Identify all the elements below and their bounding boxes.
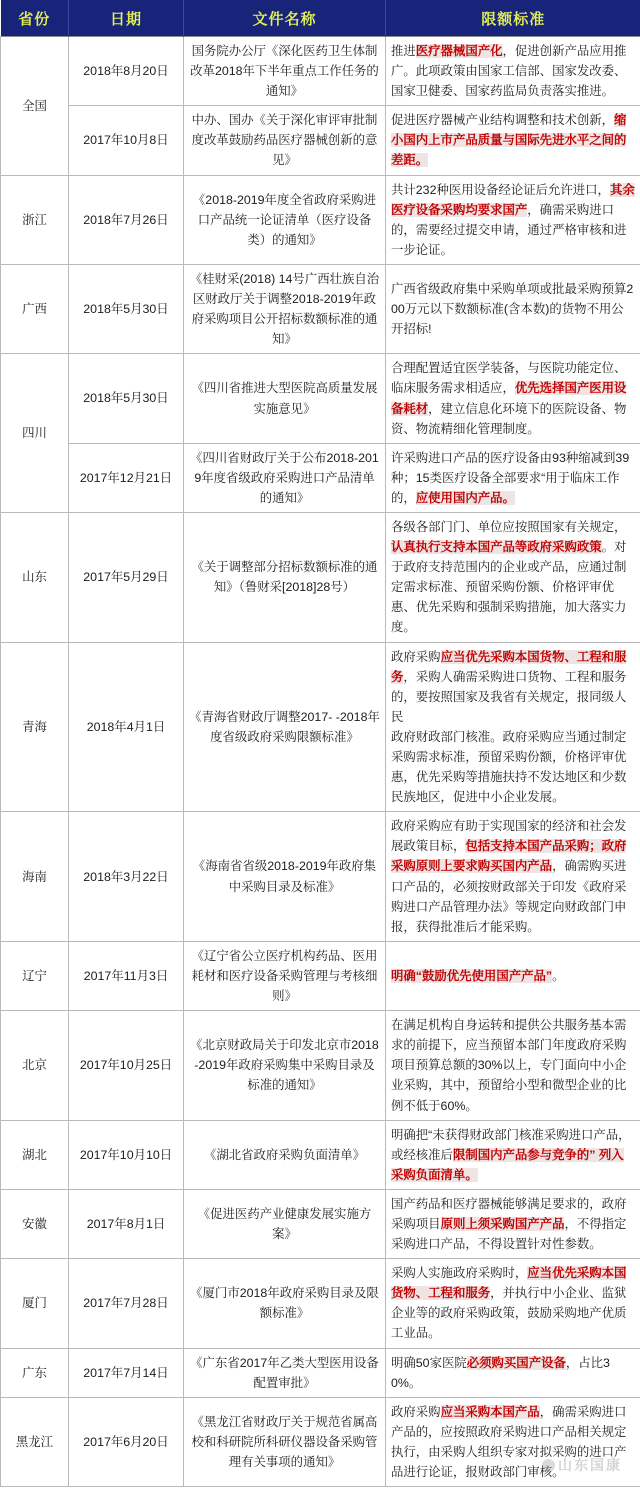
cell-document-name: 《厦门市2018年政府采购目录及限额标准》 — [184, 1259, 386, 1348]
highlighted-text: 缩小国内上市产品质量与国际先进水平之间的差距。 — [391, 113, 627, 168]
highlighted-text: 优先选择国产医用设备耗材 — [391, 381, 627, 416]
cell-province: 安徽 — [1, 1189, 69, 1258]
standard-text: 明确把“未获得财政部门核准采购进口产品， — [391, 1127, 631, 1142]
cell-document-name: 《广东省2017年乙类大型医用设备配置审批》 — [184, 1348, 386, 1397]
cell-document-name: 《海南省省级2018-2019年政府集中采购目录及标准》 — [184, 812, 386, 942]
table-row — [1, 812, 640, 942]
highlighted-text: 其余医疗设备采购均要求国产 — [391, 182, 635, 217]
highlighted-text: 必须购买国产设备 — [466, 1355, 566, 1370]
table-row — [1, 175, 640, 264]
cell-date: 2017年10月25日 — [69, 1011, 184, 1120]
table-row — [1, 264, 640, 353]
standard-text: 推进 — [391, 44, 416, 58]
standard-text: 工业品。 — [391, 1326, 441, 1341]
cell-province: 全国 — [1, 37, 69, 176]
standard-text: ，采购人确需采购进口货物、工程和服务的，要按照国家及我省有关规定，报同级人民 — [391, 669, 627, 724]
standard-text: 许采购进口产品的医疗设备由93种缩减到39种；15类医疗设备全部要求“用于临床工作的， — [391, 450, 630, 505]
cell-document-name: 《四川省推进大型医院高质量发展实施意见》 — [184, 354, 386, 443]
standard-text: ，确需购买进口产品的，必须按财政部关于印发《政府采购进口产品管理办法》等规定向财政部门申报，获得批准后才能采购。 — [391, 859, 627, 934]
cell-document-name: 《黑龙江省财政厅关于规范省属高校和科研院所科研仪器设备采购管理有关事项的通知》 — [184, 1397, 386, 1486]
cell-standard — [386, 1120, 640, 1189]
standard-text: ，建立信息化环境下的医院设备、物资、物流精细化管理制度。 — [391, 401, 627, 436]
cell-standard — [386, 175, 640, 264]
standard-text: ，确需采购进口的，需要经过提交申请，通过严格审核和进一步论证。 — [391, 202, 627, 257]
cell-date: 2017年6月20日 — [69, 1397, 184, 1486]
table-row — [1, 1011, 640, 1120]
table-row — [1, 512, 640, 642]
highlighted-text: 应当优先采购本国货物、工程和服务 — [391, 1266, 627, 1301]
cell-document-name: 《青海省财政厅调整2017- -2018年度省级政府采购限额标准》 — [184, 642, 386, 812]
cell-document-name: 《桂财采(2018) 14号广西壮族自治区财政厅关于调整2018-2019年政府采购项目公开招标数额标准的通知》 — [184, 264, 386, 353]
standard-text: 政府采购应有助于实现国家的经济和社会发展政策目标， — [391, 819, 627, 854]
cell-standard — [386, 1348, 640, 1397]
cell-document-name: 《促进医药产业健康发展实施方案》 — [184, 1189, 386, 1258]
standard-text: 各级各部门门、单位应按照国家有关规定， — [391, 519, 627, 534]
cell-standard — [386, 106, 640, 175]
cell-date: 2018年3月22日 — [69, 812, 184, 942]
standard-text: 合理配置适宜医学装备，与医院功能定位、临床服务需求相适应， — [391, 361, 627, 396]
cell-document-name: 《辽宁省公立医疗机构药品、医用耗材和医疗设备采购管理与考核细则》 — [184, 941, 386, 1010]
cell-standard — [386, 354, 640, 443]
cell-date: 2018年5月30日 — [69, 354, 184, 443]
table-header-row — [1, 0, 640, 37]
standard-text: 或经核准后 — [391, 1147, 453, 1162]
highlighted-text: 应当优先采购本国货物、工程和服务 — [391, 649, 627, 684]
cell-document-name: 《四川省财政厅关于公布2018-2019年度省级政府采购进口产品清单的通知》 — [184, 443, 386, 512]
cell-province: 湖北 — [1, 1120, 69, 1189]
cell-province: 青海 — [1, 642, 69, 812]
table-row — [1, 1348, 640, 1397]
cell-province: 海南 — [1, 812, 69, 942]
standard-text: 政府采购 — [391, 1404, 441, 1419]
cell-standard — [386, 642, 640, 812]
cell-date: 2017年12月21日 — [69, 443, 184, 512]
highlighted-text: 包括支持本国产品采购；政府采购原则上要求购买国内产品 — [391, 839, 627, 874]
standard-text: 国产药品和医疗器械能够满足要求的，政府采购项目 — [391, 1196, 627, 1231]
standard-text: ，占比30%。 — [391, 1355, 610, 1390]
table-row — [1, 37, 640, 106]
column-header-document: 文件名称 — [184, 0, 386, 37]
highlighted-text: 应使用国内产品。 — [415, 490, 515, 505]
highlighted-text: 列入采购负面清单。 — [391, 1147, 624, 1182]
highlighted-text: 认真执行支持本国产品等政府采购政策 — [391, 540, 602, 555]
table-row — [1, 1259, 640, 1348]
standard-text: 政府财政部门核准。政府采购应当通过制定采购需求标准，预留采购份额，价格评审优惠，优先采购等措施扶持不发达地区和少数民族地区，促进中小企业发展。 — [391, 729, 627, 805]
cell-document-name: 中办、国办《关于深化审评审批制度改革鼓励药品医疗器械创新的意见》 — [184, 106, 386, 175]
cell-province: 浙江 — [1, 175, 69, 264]
column-header-standard: 限额标准 — [386, 0, 640, 37]
cell-province: 广西 — [1, 264, 69, 353]
column-header-province: 省份 — [1, 0, 69, 37]
cell-document-name: 《湖北省政府采购负面清单》 — [184, 1120, 386, 1189]
cell-province: 山东 — [1, 512, 69, 642]
cell-document-name: 《2018-2019年度全省政府采购进口产品统一论证清单（医疗设备类）的通知》 — [184, 175, 386, 264]
table-row — [1, 354, 640, 443]
cell-date: 2018年5月30日 — [69, 264, 184, 353]
cell-date: 2018年8月20日 — [69, 37, 184, 106]
cell-document-name: 《北京财政局关于印发北京市2018-2019年政府采购集中采购目录及标准的通知》 — [184, 1011, 386, 1120]
cell-standard — [386, 264, 640, 353]
cell-document-name: 《关于调整部分招标数额标准的通知》（鲁财采[2018]28号） — [184, 512, 386, 642]
standard-text: ，促进创新产品应用推广。此项政策由国家工信部、国家发改委、国家卫健委、国家药监局负责落实推进。 — [391, 44, 627, 99]
table-row — [1, 1120, 640, 1189]
standard-text: ，不得指定 — [564, 1216, 627, 1231]
cell-province: 厦门 — [1, 1259, 69, 1348]
cell-date: 2018年4月1日 — [69, 642, 184, 812]
cell-province: 辽宁 — [1, 941, 69, 1010]
table-header — [1, 0, 640, 37]
highlighted-text: 应当采购本国产品 — [440, 1404, 540, 1419]
cell-date: 2017年11月3日 — [69, 941, 184, 1010]
cell-standard — [386, 512, 640, 642]
table-row — [1, 941, 640, 1010]
cell-standard — [386, 443, 640, 512]
table-body — [1, 37, 640, 1487]
standard-text: 共计232种医用设备经论证后允许进口， — [391, 182, 610, 197]
highlighted-text: 医疗器械国产化 — [415, 44, 503, 58]
standard-text: 采购进口产品，不得设置针对性参数。 — [391, 1237, 602, 1252]
standard-text: 广西省级政府集中采购单项或批最采购预算200万元以下数额标准(含本数)的货物不用公开招标! — [391, 281, 634, 337]
cell-date: 2017年5月29日 — [69, 512, 184, 642]
highlighted-text: 限制国内产品参与竞争的” — [452, 1147, 596, 1162]
cell-province: 黑龙江 — [1, 1397, 69, 1486]
standard-text: ，并执行中小企业、监狱企业等的政府采购政策，鼓励采购地产优质 — [391, 1286, 627, 1321]
standard-text: ，确需采购进口产品的，应按照政府采购进口产品相关规定执行，由采购人组织专家对拟采购的进口产品进行论证，报财政部门审核。 — [391, 1404, 627, 1479]
table-row — [1, 1189, 640, 1258]
cell-province: 广东 — [1, 1348, 69, 1397]
standard-text: 促进医疗器械产业结构调整和技术创新， — [391, 113, 615, 128]
cell-standard — [386, 1397, 640, 1486]
column-header-date: 日期 — [69, 0, 184, 37]
cell-date: 2017年10月10日 — [69, 1120, 184, 1189]
cell-date: 2018年7月26日 — [69, 175, 184, 264]
standard-text: 政府采购 — [391, 649, 441, 664]
standard-text: 在满足机构自身运转和提供公共服务基本需求的前提下，应当预留本部门年度政府采购项目预算总额的30%以上，专门面向中小企业采购，其中，预留给小型和微型企业的比例不低于60%。 — [391, 1018, 627, 1113]
cell-document-name: 国务院办公厅《深化医药卫生体制改革2018年下半年重点工作任务的通知》 — [184, 37, 386, 106]
highlighted-text: 明确“鼓励优先使用国产产品” — [391, 968, 553, 983]
watermark-text: 山东国康 — [558, 1457, 622, 1473]
table-row — [1, 1397, 640, 1486]
cell-standard — [386, 812, 640, 942]
cell-date: 2017年10月8日 — [69, 106, 184, 175]
cell-standard — [386, 941, 640, 1010]
highlighted-text: 原则上须采购国产产品 — [440, 1216, 565, 1231]
cell-standard — [386, 1259, 640, 1348]
standard-text: 采购人实施政府采购时， — [391, 1266, 528, 1281]
table-row — [1, 443, 640, 512]
standard-text: 。 — [552, 968, 565, 983]
cell-date: 2017年7月28日 — [69, 1259, 184, 1348]
standard-text: 明确50家医院 — [391, 1355, 467, 1370]
cell-province: 北京 — [1, 1011, 69, 1120]
table-row — [1, 106, 640, 175]
cell-province: 四川 — [1, 354, 69, 513]
cell-standard — [386, 1189, 640, 1258]
standard-text: 。对于政府支持范围内的企业或产品，应通过制定需求标准、预留采购份额、价格评审优惠、优先采购和强制采购措施，加大落实力度。 — [391, 540, 627, 635]
cell-date: 2017年8月1日 — [69, 1189, 184, 1258]
cell-standard — [386, 37, 640, 106]
cell-date: 2017年7月14日 — [69, 1348, 184, 1397]
cell-standard — [386, 1011, 640, 1120]
table-row — [1, 642, 640, 812]
